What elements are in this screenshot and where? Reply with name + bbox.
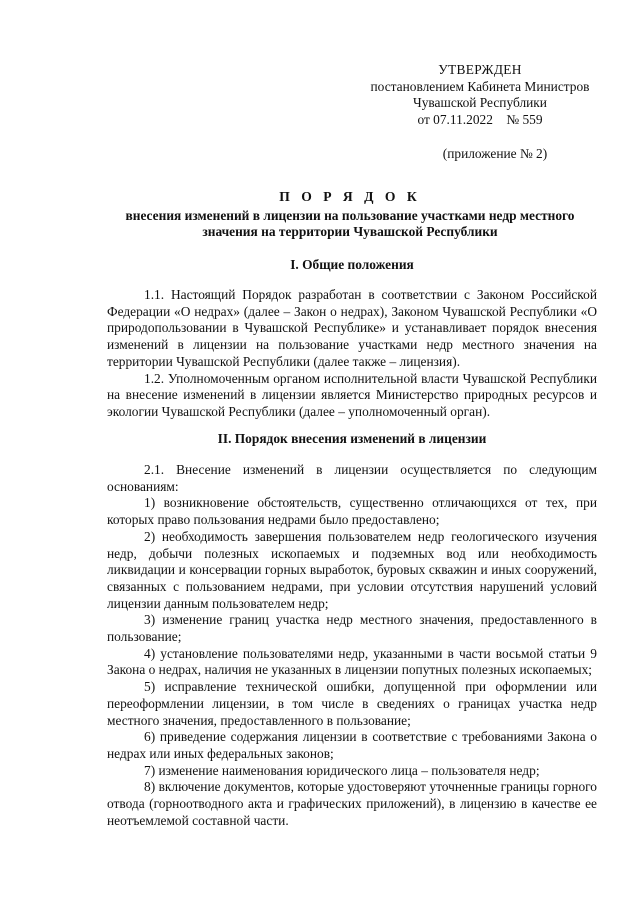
section-1-body xyxy=(107,287,597,421)
list-item: 2) необходимость завершения пользователем недр геологического изучения недр, добычи полезных ископаемых и подземных вод или необходимость ликвидации и консервации горных выработок, буровых скважин и иных сооружений, связанных с пользованием недрами, при условии отсутствия нарушений условий лицензии данным пользователем недр; xyxy=(107,528,597,611)
section-1-title: I. Общие положения xyxy=(290,257,414,272)
list-item: 6) приведение содержания лицензии в соответствие с требованиями Закона о недрах или иных федеральных законов; xyxy=(107,729,597,761)
document-heading xyxy=(90,189,610,241)
section-2-title: II. Порядок внесения изменений в лицензии xyxy=(217,431,487,446)
approval-stamp-block xyxy=(360,62,600,129)
list-item: 7) изменение наименования юридического лица – пользователя недр; xyxy=(144,762,540,778)
list-item: 3) изменение границ участка недр местного значения, предоставленного в пользование; xyxy=(107,612,597,645)
appendix-label: (приложение № 2) xyxy=(442,146,548,161)
paragraph: 2.1. Внесение изменений в лицензии осуществляется по следующим основаниям: xyxy=(107,462,597,494)
approval-line-2: Чувашской Республики xyxy=(413,95,547,111)
approval-line-1: постановлением Кабинета Министров xyxy=(370,78,590,94)
paragraph: 1.2. Уполномоченным органом исполнительной власти Чувашской Республики на внесение изменений в лицензии является Министерство природных ресурсов и экологии Чувашской Республики (далее – уполномоченный орган). xyxy=(107,370,597,419)
approval-line-3: от 07.11.2022 № 559 xyxy=(417,112,543,128)
list-item: 1) возникновение обстоятельств, существенно отличающихся от тех, при которых право пользования недрами было предоставлено; xyxy=(107,495,597,528)
heading-subtitle: внесения изменений в лицензии на пользование участками недр местного значения на территории Чувашской Республики xyxy=(125,207,575,240)
section-2-body xyxy=(107,462,597,829)
list-item: 8) включение документов, которые удостоверяют уточненные границы горного отвода (горноотводного акта и графических приложений), в лицензию в качестве ее неотъемлемой составной части. xyxy=(107,779,597,828)
paragraph: 1.1. Настоящий Порядок разработан в соответствии с Законом Российской Федерации «О недрах» (далее – Закон о недрах), Законом Чувашской Республики «О природопользовании в Чувашской Республике» и устанавливает порядок внесения изменений в лицензии на пользование участками недр местного значения на территории Чувашской Республики (далее также – лицензия). xyxy=(107,287,597,369)
list-item: 5) исправление технической ошибки, допущенной при оформлении или переоформлении лицензии, в том числе в сведениях о границах участка недр местного значения, предоставленного в пользование; xyxy=(107,679,597,728)
list-item: 4) установление пользователями недр, указанными в части восьмой статьи 9 Закона о недрах, наличия не указанных в лицензии попутных полезных ископаемых; xyxy=(107,645,597,678)
approval-title: УТВЕРЖДЕН xyxy=(438,62,522,77)
heading-word: П О Р Я Д О К xyxy=(279,189,421,204)
